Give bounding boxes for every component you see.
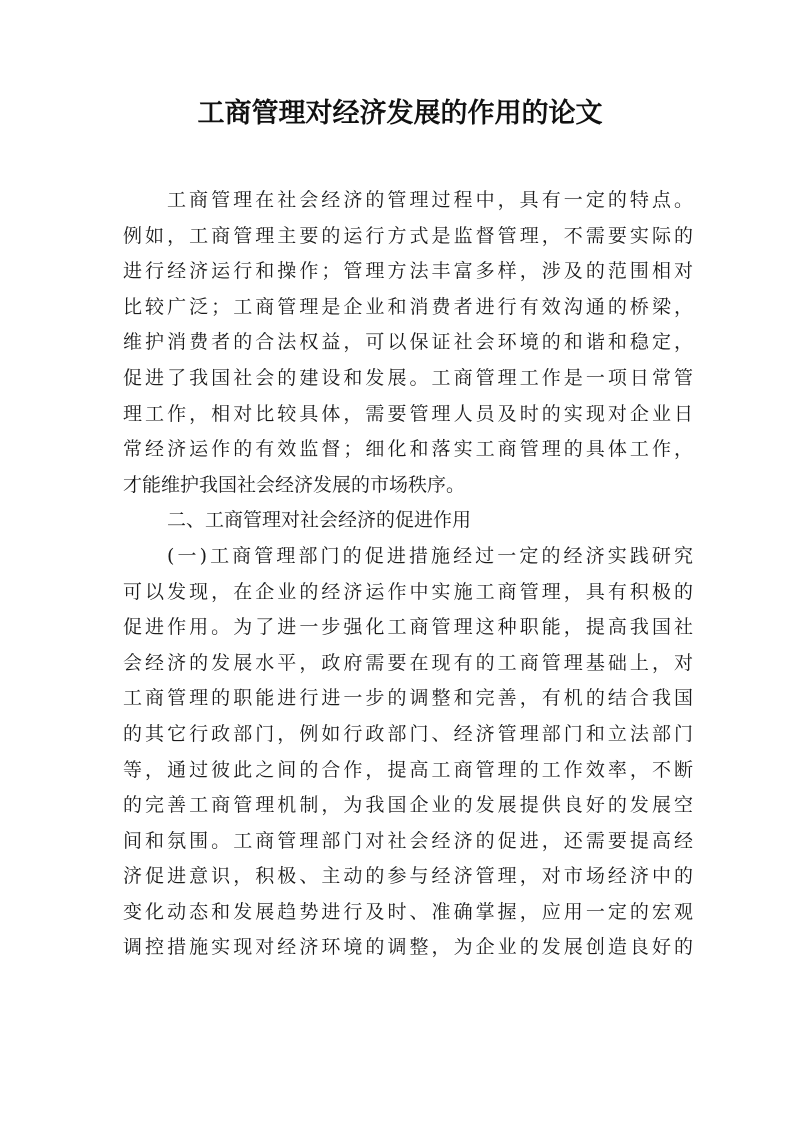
section-heading: 二、工商管理对社会经济的促进作用: [167, 509, 472, 532]
paragraph-line: 会经济的发展水平，政府需要在现有的工商管理基础上，对: [123, 651, 693, 674]
paragraph-line: 调控措施实现对经济环境的调整，为企业的发展创造良好的: [123, 936, 693, 959]
paragraph-line: 才能维护我国社会经济发展的市场秩序。: [123, 473, 466, 496]
paragraph-line: 比较广泛；工商管理是企业和消费者进行有效沟通的桥梁，: [123, 295, 693, 318]
paragraph-line: 变化动态和发展趋势进行及时、准确掌握，应用一定的宏观: [123, 900, 693, 923]
document-title: 工商管理对经济发展的作用的论文: [197, 98, 603, 129]
paragraph-line: 进行经济运行和操作；管理方法丰富多样，涉及的范围相对: [123, 260, 693, 283]
paragraph-line: 例如，工商管理主要的运行方式是监督管理，不需要实际的: [123, 224, 693, 247]
paragraph-line: 的其它行政部门，例如行政部门、经济管理部门和立法部门: [123, 722, 693, 745]
paragraph-line: 促进作用。为了进一步强化工商管理这种职能，提高我国社: [123, 616, 693, 639]
paragraph-line: 工商管理在社会经济的管理过程中，具有一定的特点。: [167, 189, 693, 211]
paragraph-line: 常经济运作的有效监督；细化和落实工商管理的具体工作，: [123, 438, 693, 461]
paragraph-line: 维护消费者的合法权益，可以保证社会环境的和谐和稳定，: [123, 331, 693, 354]
paragraph-line: 济促进意识，积极、主动的参与经济管理，对市场经济中的: [123, 865, 693, 888]
paragraph-line: 促进了我国社会的建设和发展。工商管理工作是一项日常管: [123, 366, 693, 389]
paragraph-line: 的完善工商管理机制，为我国企业的发展提供良好的发展空: [123, 794, 693, 817]
paragraph-line: 可以发现，在企业的经济运作中实施工商管理，具有积极的: [123, 580, 693, 603]
paragraph-line: 间和氛围。工商管理部门对社会经济的促进，还需要提高经: [123, 829, 693, 852]
paragraph-line: 理工作，相对比较具体，需要管理人员及时的实现对企业日: [123, 402, 693, 425]
paragraph-line: 等，通过彼此之间的合作，提高工商管理的工作效率，不断: [123, 758, 693, 781]
paragraph-line: (一)工商管理部门的促进措施经过一定的经济实践研究: [167, 544, 693, 567]
paragraph-line: 工商管理的职能进行进一步的调整和完善，有机的结合我国: [123, 687, 693, 710]
document-body: [123, 183, 693, 966]
